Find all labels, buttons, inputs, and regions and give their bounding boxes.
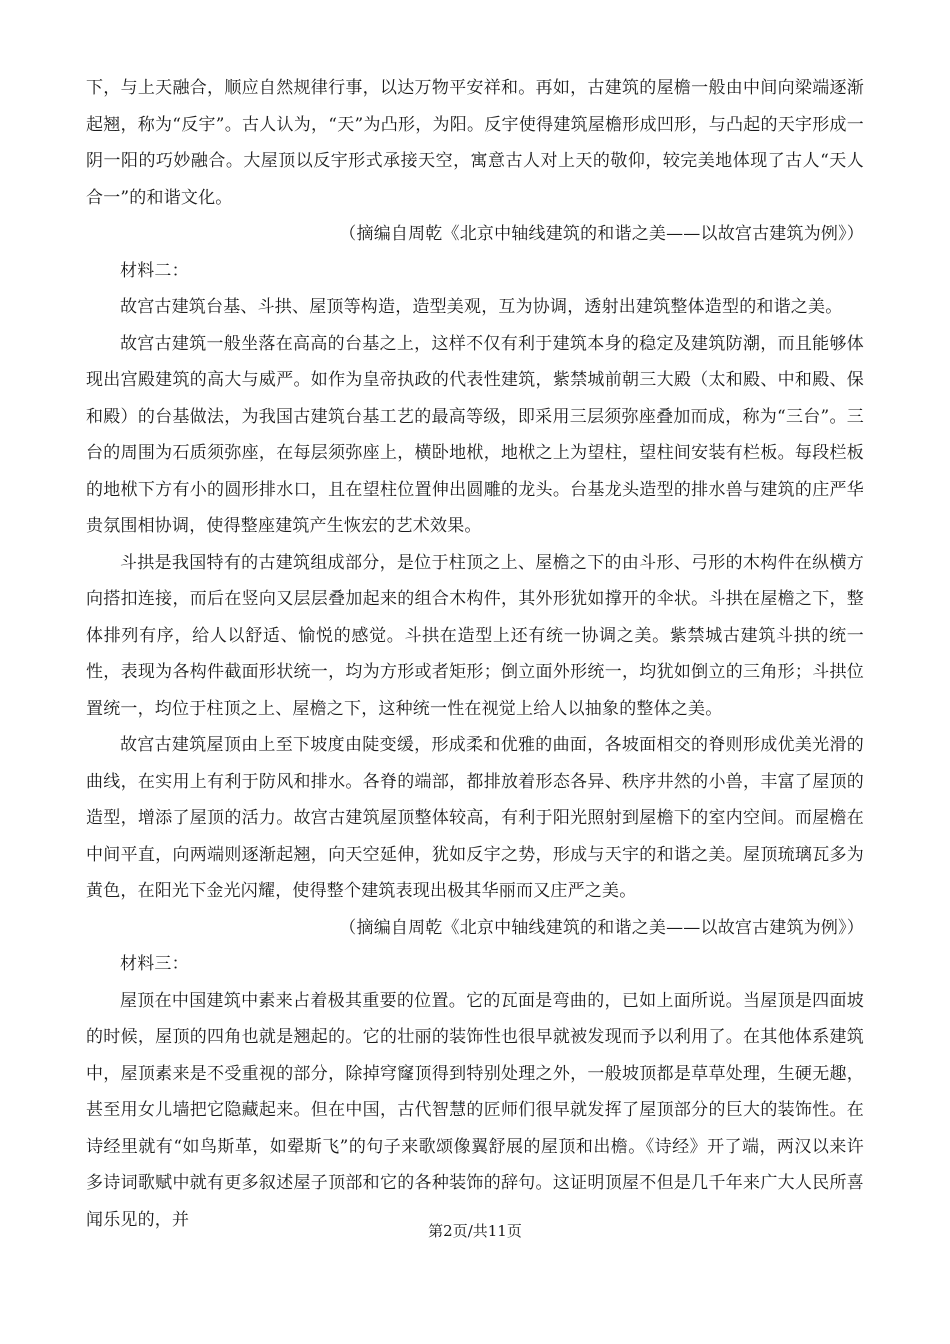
- paragraph-material-3: 屋顶在中国建筑中素来占着极其重要的位置。它的瓦面是弯曲的，已如上面所说。当屋顶是四面坡的时候，屋顶的四角也就是翘起的。它的壮丽的装饰性也很早就被发现而予以利用了。在其他体系建筑中，屋顶素来是不受重视的部分，除掉穹窿顶得到特别处理之外，一般坡顶都是草草处理，生硬无趣，甚至用女儿墙把它隐藏起来。但在中国，古代智慧的匠师们很早就发挥了屋顶部分的巨大的装饰性。在诗经里就有“如鸟斯革，如翚斯飞”的句子来歌颂像翼舒展的屋顶和出檐。《诗经》开了端，两汉以来许多诗词歌赋中就有更多叙述屋子顶部和它的各种装饰的辞句。这证明顶屋不但是几千年来广大人民所喜闻乐见的，并: [86, 990, 864, 1230]
- paragraph-roof: 故宫古建筑屋顶由上至下坡度由陡变缓，形成柔和优雅的曲面，各坡面相交的脊则形成优美光滑的曲线，在实用上有利于防风和排水。各脊的端部，都排放着形态各异、秩序井然的小兽，丰富了屋顶的造型，增添了屋顶的活力。故宫古建筑屋顶整体较高，有利于阳光照射到屋檐下的室内空间。而屋檐在中间平直，向两端则逐渐起翘，向天空延伸，犹如反宇之势，形成与天宇的和谐之美。屋顶琉璃瓦多为黄色，在阳光下金光闪耀，使得整个建筑表现出极其华丽而又庄严之美。: [86, 735, 864, 901]
- section-heading-material-2: 材料二：: [120, 260, 189, 281]
- source-citation-2: （摘编自周乾《北京中轴线建筑的和谐之美——以故宫古建筑为例》）: [339, 917, 864, 938]
- paragraph-dougong: 斗拱是我国特有的古建筑组成部分，是位于柱顶之上、屋檐之下的由斗形、弓形的木构件在纵横方向搭扣连接，而后在竖向又层层叠加起来的组合木构件，其外形犹如撑开的伞状。斗拱在屋檐之下，整体排列有序，给人以舒适、愉悦的感觉。斗拱在造型上还有统一协调之美。紫禁城古建筑斗拱的统一性，表现为各构件截面形状统一，均为方形或者矩形；倒立面外形统一，均犹如倒立的三角形；斗拱位置统一，均位于柱顶之上、屋檐之下，这种统一性在视觉上给人以抽象的整体之美。: [86, 552, 864, 719]
- document-page: [86, 70, 864, 1238]
- paragraph-material-2-intro: 故宫古建筑台基、斗拱、屋顶等构造，造型美观，互为协调，透射出建筑整体造型的和谐之美。: [120, 297, 843, 317]
- source-citation-1: （摘编自周乾《北京中轴线建筑的和谐之美——以故宫古建筑为例》）: [339, 224, 864, 244]
- paragraph-continuation: 下，与上天融合，顺应自然规律行事，以达万物平安祥和。再如，古建筑的屋檐一般由中间向梁端逐渐起翘，称为“反宇”。古人认为，“天”为凸形，为阳。反宇使得建筑屋檐形成凹形，与凸起的天宇形成一阴一阳的巧妙融合。大屋顶以反宇形式承接天空，寓意古人对上天的敬仰，较完美地体现了古人“天人合一”的和谐文化。: [86, 78, 864, 208]
- page-number-footer: 第2页/共11页: [428, 1222, 522, 1240]
- paragraph-platform: 故宫古建筑一般坐落在高高的台基之上，这样不仅有利于建筑本身的稳定及建筑防潮，而且能够体现出宫殿建筑的高大与威严。如作为皇帝执政的代表性建筑，紫禁城前朝三大殿（太和殿、中和殿、保和殿）的台基做法，为我国古建筑台基工艺的最高等级，即采用三层须弥座叠加而成，称为“三台”。三台的周围为石质须弥座，在每层须弥座上，横卧地栿，地栿之上为望柱，望柱间安装有栏板。每段栏板的地栿下方有小的圆形排水口，且在望柱位置伸出圆雕的龙头。台基龙头造型的排水兽与建筑的庄严华贵氛围相协调，使得整座建筑产生恢宏的艺术效果。: [86, 333, 864, 536]
- section-heading-material-3: 材料三：: [120, 954, 189, 974]
